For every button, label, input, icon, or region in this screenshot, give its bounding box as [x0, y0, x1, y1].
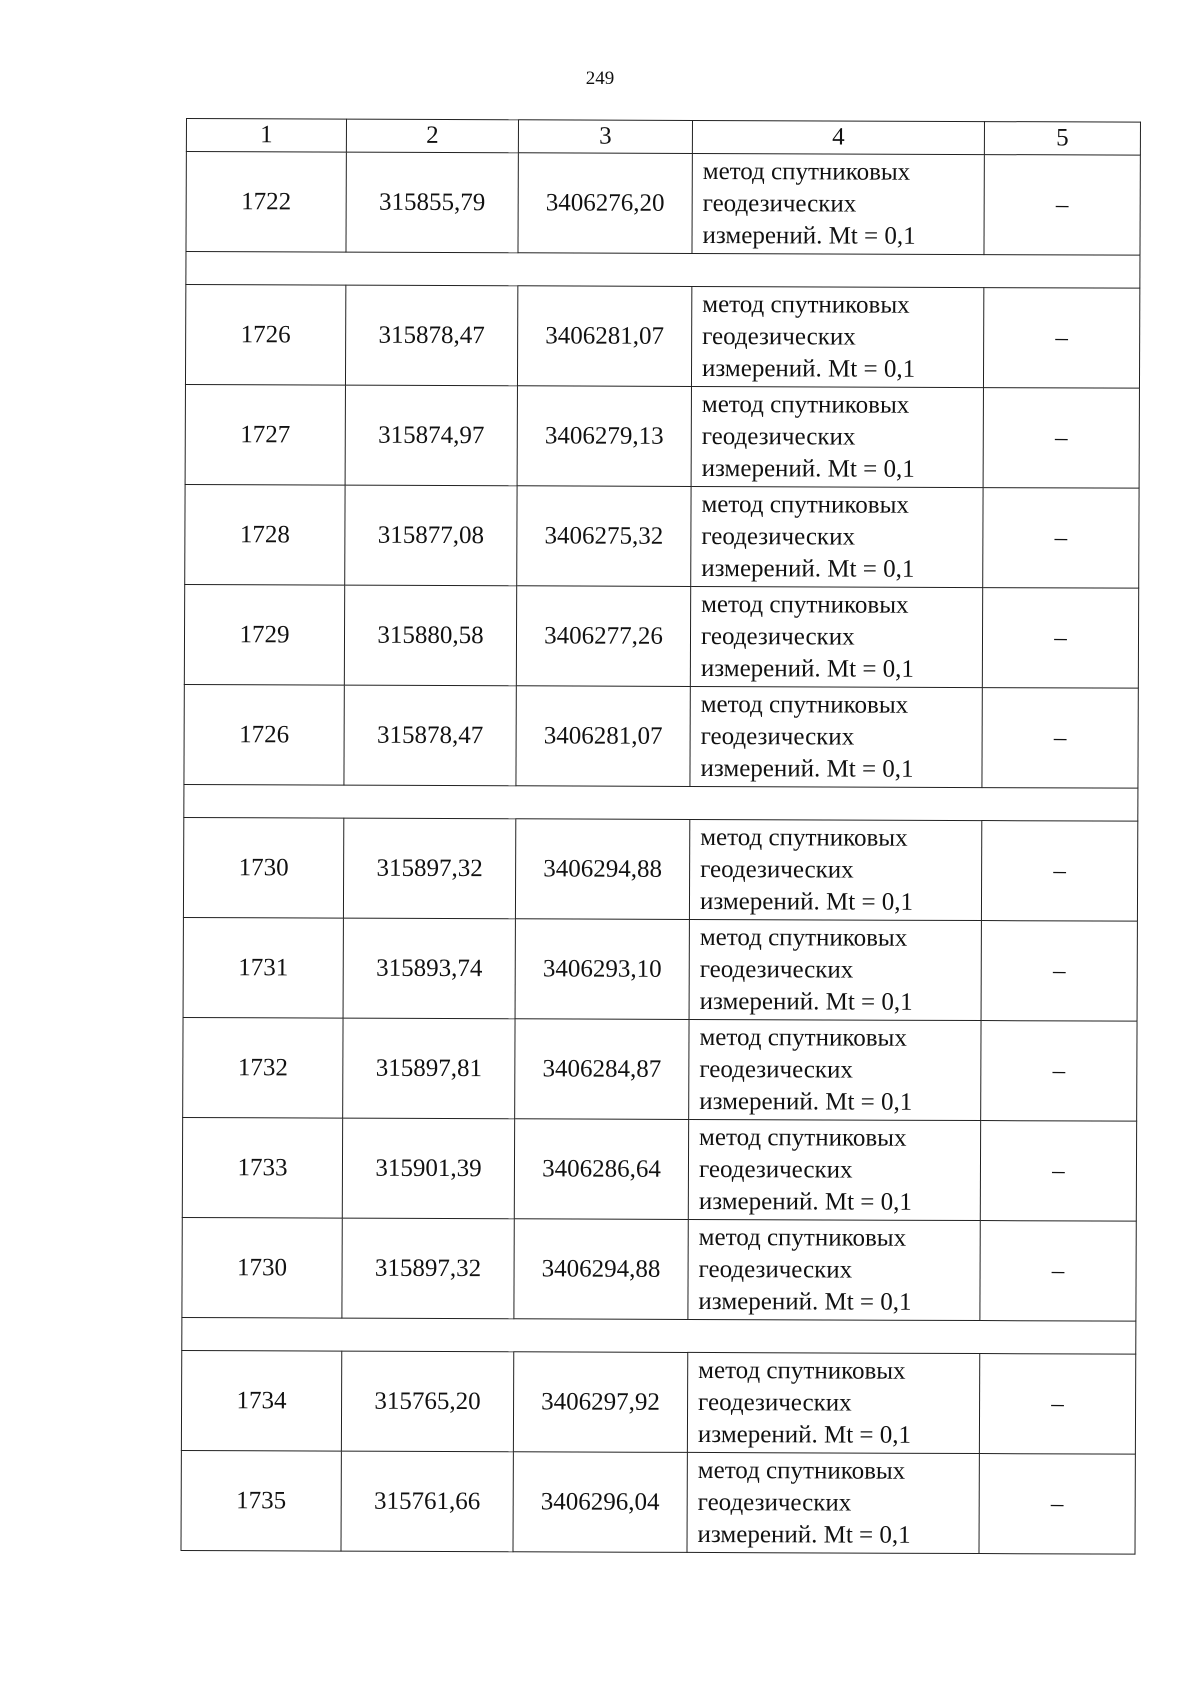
method-cell: метод спутниковых геодезических измерений. Mt = 0,1 — [689, 919, 981, 1020]
table-row — [182, 1117, 1136, 1221]
column-header-4: 4 — [692, 120, 984, 154]
point-number-cell: 1722 — [186, 152, 346, 253]
note-cell: – — [982, 588, 1138, 689]
note-cell: – — [984, 155, 1140, 256]
note-cell: – — [983, 288, 1139, 389]
spacer-row — [186, 252, 1140, 289]
note-cell: – — [980, 1121, 1136, 1222]
column-header-3: 3 — [518, 120, 692, 154]
x-coordinate-cell: 315901,39 — [342, 1118, 514, 1219]
table-row — [183, 917, 1137, 1021]
note-cell: – — [979, 1354, 1135, 1455]
note-cell: – — [981, 821, 1137, 922]
column-header-2: 2 — [346, 119, 518, 153]
x-coordinate-cell: 315761,66 — [341, 1451, 513, 1552]
column-header-5: 5 — [984, 122, 1140, 156]
spacer-cell — [182, 1317, 1136, 1354]
y-coordinate-cell: 3406294,88 — [514, 1219, 688, 1320]
point-number-cell: 1730 — [183, 817, 343, 918]
method-cell: метод спутниковых геодезических измерений. Mt = 0,1 — [689, 819, 981, 920]
method-cell: метод спутниковых геодезических измерений. Mt = 0,1 — [691, 386, 983, 487]
x-coordinate-cell: 315897,32 — [342, 1218, 514, 1319]
point-number-cell: 1729 — [184, 584, 344, 685]
y-coordinate-cell: 3406296,04 — [513, 1452, 687, 1553]
table-row — [182, 1217, 1136, 1321]
y-coordinate-cell: 3406297,92 — [513, 1352, 687, 1453]
point-number-cell: 1728 — [185, 484, 345, 585]
spacer-cell — [186, 252, 1140, 289]
y-coordinate-cell: 3406275,32 — [517, 486, 691, 587]
table-body — [181, 152, 1140, 1555]
table-row — [185, 384, 1139, 488]
note-cell: – — [981, 1021, 1137, 1122]
x-coordinate-cell: 315893,74 — [343, 918, 515, 1019]
y-coordinate-cell: 3406284,87 — [515, 1019, 689, 1120]
method-cell: метод спутниковых геодезических измерений. Mt = 0,1 — [692, 153, 984, 254]
spacer-row — [182, 1317, 1136, 1354]
header-row — [186, 119, 1140, 156]
point-number-cell: 1732 — [183, 1017, 343, 1118]
y-coordinate-cell: 3406281,07 — [516, 686, 690, 787]
point-number-cell: 1726 — [185, 285, 345, 386]
note-cell: – — [980, 1221, 1136, 1322]
table-row — [183, 817, 1137, 921]
point-number-cell: 1727 — [185, 384, 345, 485]
note-cell: – — [983, 388, 1139, 489]
y-coordinate-cell: 3406279,13 — [517, 386, 691, 487]
x-coordinate-cell: 315874,97 — [345, 385, 517, 486]
coordinates-table — [180, 118, 1140, 1555]
x-coordinate-cell: 315855,79 — [346, 152, 518, 253]
y-coordinate-cell: 3406293,10 — [515, 919, 689, 1020]
method-cell: метод спутниковых геодезических измерений. Mt = 0,1 — [688, 1119, 980, 1220]
table-row — [184, 584, 1138, 688]
point-number-cell: 1735 — [181, 1450, 341, 1551]
x-coordinate-cell: 315765,20 — [341, 1351, 513, 1452]
x-coordinate-cell: 315878,47 — [345, 285, 517, 386]
method-cell: метод спутниковых геодезических измерений. Mt = 0,1 — [689, 1019, 981, 1120]
method-cell: метод спутниковых геодезических измерений. Mt = 0,1 — [687, 1352, 979, 1453]
x-coordinate-cell: 315897,81 — [343, 1018, 515, 1119]
y-coordinate-cell: 3406286,64 — [514, 1119, 688, 1220]
y-coordinate-cell: 3406276,20 — [518, 153, 692, 254]
table-row — [183, 1017, 1137, 1121]
spacer-row — [184, 784, 1138, 821]
x-coordinate-cell: 315877,08 — [345, 485, 517, 586]
y-coordinate-cell: 3406294,88 — [515, 819, 689, 920]
y-coordinate-cell: 3406277,26 — [516, 586, 690, 687]
y-coordinate-cell: 3406281,07 — [517, 286, 691, 387]
table-row — [184, 684, 1138, 788]
note-cell: – — [981, 921, 1137, 1022]
note-cell: – — [979, 1454, 1135, 1555]
x-coordinate-cell: 315878,47 — [344, 685, 516, 786]
method-cell: метод спутниковых геодезических измерений. Mt = 0,1 — [691, 286, 983, 387]
table-row — [185, 484, 1139, 588]
spacer-cell — [184, 784, 1138, 821]
note-cell: – — [982, 688, 1138, 789]
note-cell: – — [983, 488, 1139, 589]
x-coordinate-cell: 315880,58 — [344, 585, 516, 686]
method-cell: метод спутниковых геодезических измерений. Mt = 0,1 — [691, 486, 983, 587]
method-cell: метод спутниковых геодезических измерений. Mt = 0,1 — [688, 1219, 980, 1320]
table-header — [186, 119, 1140, 156]
method-cell: метод спутниковых геодезических измерений. Mt = 0,1 — [690, 686, 982, 787]
method-cell: метод спутниковых геодезических измерений. Mt = 0,1 — [690, 586, 982, 687]
method-cell: метод спутниковых геодезических измерений. Mt = 0,1 — [687, 1452, 979, 1553]
table-row — [186, 152, 1140, 256]
point-number-cell: 1733 — [182, 1117, 342, 1218]
table-row — [181, 1450, 1135, 1554]
table-row — [181, 1350, 1135, 1454]
point-number-cell: 1734 — [181, 1350, 341, 1451]
page-number: 249 — [585, 68, 615, 89]
point-number-cell: 1726 — [184, 684, 344, 785]
column-header-1: 1 — [186, 119, 346, 153]
point-number-cell: 1731 — [183, 917, 343, 1018]
point-number-cell: 1730 — [182, 1217, 342, 1318]
table-row — [185, 285, 1139, 389]
x-coordinate-cell: 315897,32 — [343, 818, 515, 919]
